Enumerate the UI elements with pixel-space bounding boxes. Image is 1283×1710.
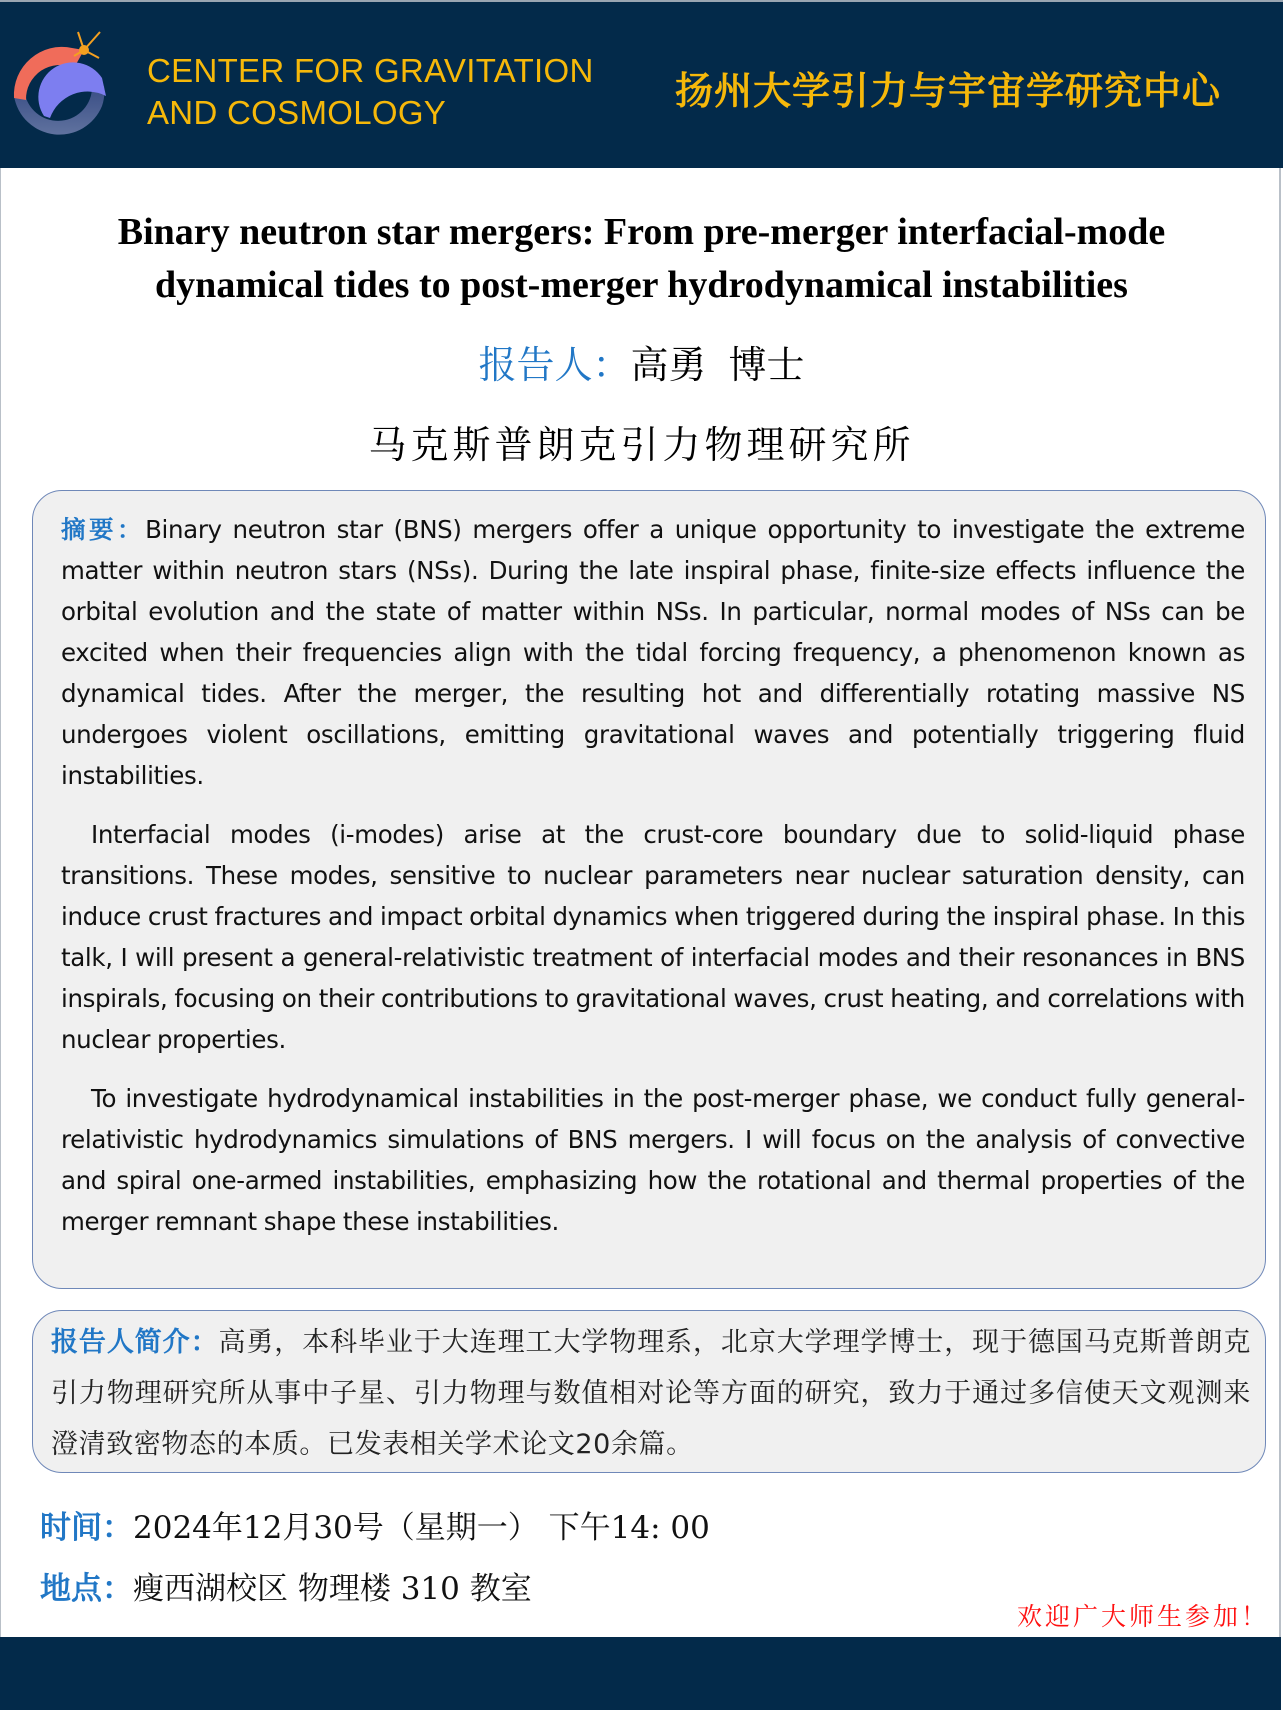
event-location	[40, 1563, 532, 1608]
gravitation-center-logo-icon	[4, 26, 116, 150]
abstract-paragraph: Interfacial modes (i-modes) arise at the crust-core boundary due to solid-liquid phase transitions. These modes, sensitive to nuclear parameters near nuclear saturation density, can induce crust fractures and impact orbital dynamics when triggered during the inspiral phase. In this talk, I will present a general-relativistic treatment of interfacial modes and their resonances in BNS inspirals, focusing on their contributions to gravitational waves, crust heating, and correlations with nuclear properties.	[61, 820, 1245, 1054]
abstract-paragraph: 摘要：Binary neutron star (BNS) mergers offer a unique opportunity to investigate the extreme matter within neutron stars (NSs). During the late inspiral phase, finite-size effects influence the orbital evolution and the state of matter within NSs. In particular, normal modes of NSs can be excited when their frequencies align with the tidal forcing frequency, a phenomenon known as dynamical tides. After the merger, the resulting hot and differentially rotating massive NS undergoes violent oscillations, emitting gravitational waves and potentially triggering fluid instabilities.	[61, 515, 1245, 790]
location-value: 瘦西湖校区 物理楼 310 教室	[133, 1571, 532, 1607]
speaker-name: 高勇	[630, 343, 707, 387]
bio-label: 报告人简介：	[51, 1327, 219, 1358]
event-time	[40, 1502, 710, 1547]
abstract-paragraph: To investigate hydrodynamical instabilities in the post-merger phase, we conduct fully general-relativistic hydrodynamics simulations of BNS mergers. I will focus on the analysis of convective and spiral one-armed instabilities, emphasizing how the rotational and thermal properties of the merger remnant shape these instabilities.	[61, 1084, 1245, 1236]
bio-text: 高勇，本科毕业于大连理工大学物理系，北京大学理学博士，现于德国马克斯普朗克引力物理研究所从事中子星、引力物理与数值相对论等方面的研究，致力于通过多信使天文观测来澄清致密物态的本质。已发表相关学术论文20余篇。	[51, 1327, 1251, 1460]
talk-title-line2: dynamical tides to post-merger hydrodynamical instabilities	[155, 264, 1128, 306]
abstract-label: 摘要：	[61, 515, 146, 544]
time-value: 2024年12月30号（星期一） 下午14: 00	[133, 1510, 710, 1546]
org-name-english-line2: AND COSMOLOGY	[147, 94, 447, 131]
header-banner	[0, 0, 1283, 168]
speaker-title: 博士	[728, 343, 805, 387]
abstract-box	[32, 490, 1266, 1289]
speaker-line	[0, 334, 1283, 389]
speaker-bio-box	[32, 1310, 1266, 1473]
location-label: 地点：	[40, 1571, 133, 1607]
footer-banner	[0, 1637, 1281, 1710]
speaker-institute: 马克斯普朗克引力物理研究所	[368, 423, 915, 467]
talk-title	[0, 206, 1283, 312]
org-name-english-line1: CENTER FOR GRAVITATION	[147, 52, 594, 89]
speaker-label: 报告人：	[478, 343, 631, 387]
time-label: 时间：	[40, 1510, 133, 1546]
speaker-bio	[51, 1317, 1251, 1470]
welcome-message: 欢迎广大师生参加！	[1016, 1602, 1269, 1631]
talk-title-line1: Binary neutron star mergers: From pre-merger interfacial-mode	[117, 211, 1166, 253]
org-name-english	[147, 50, 594, 134]
org-name-chinese: 扬州大学引力与宇宙学研究中心	[675, 68, 1222, 113]
